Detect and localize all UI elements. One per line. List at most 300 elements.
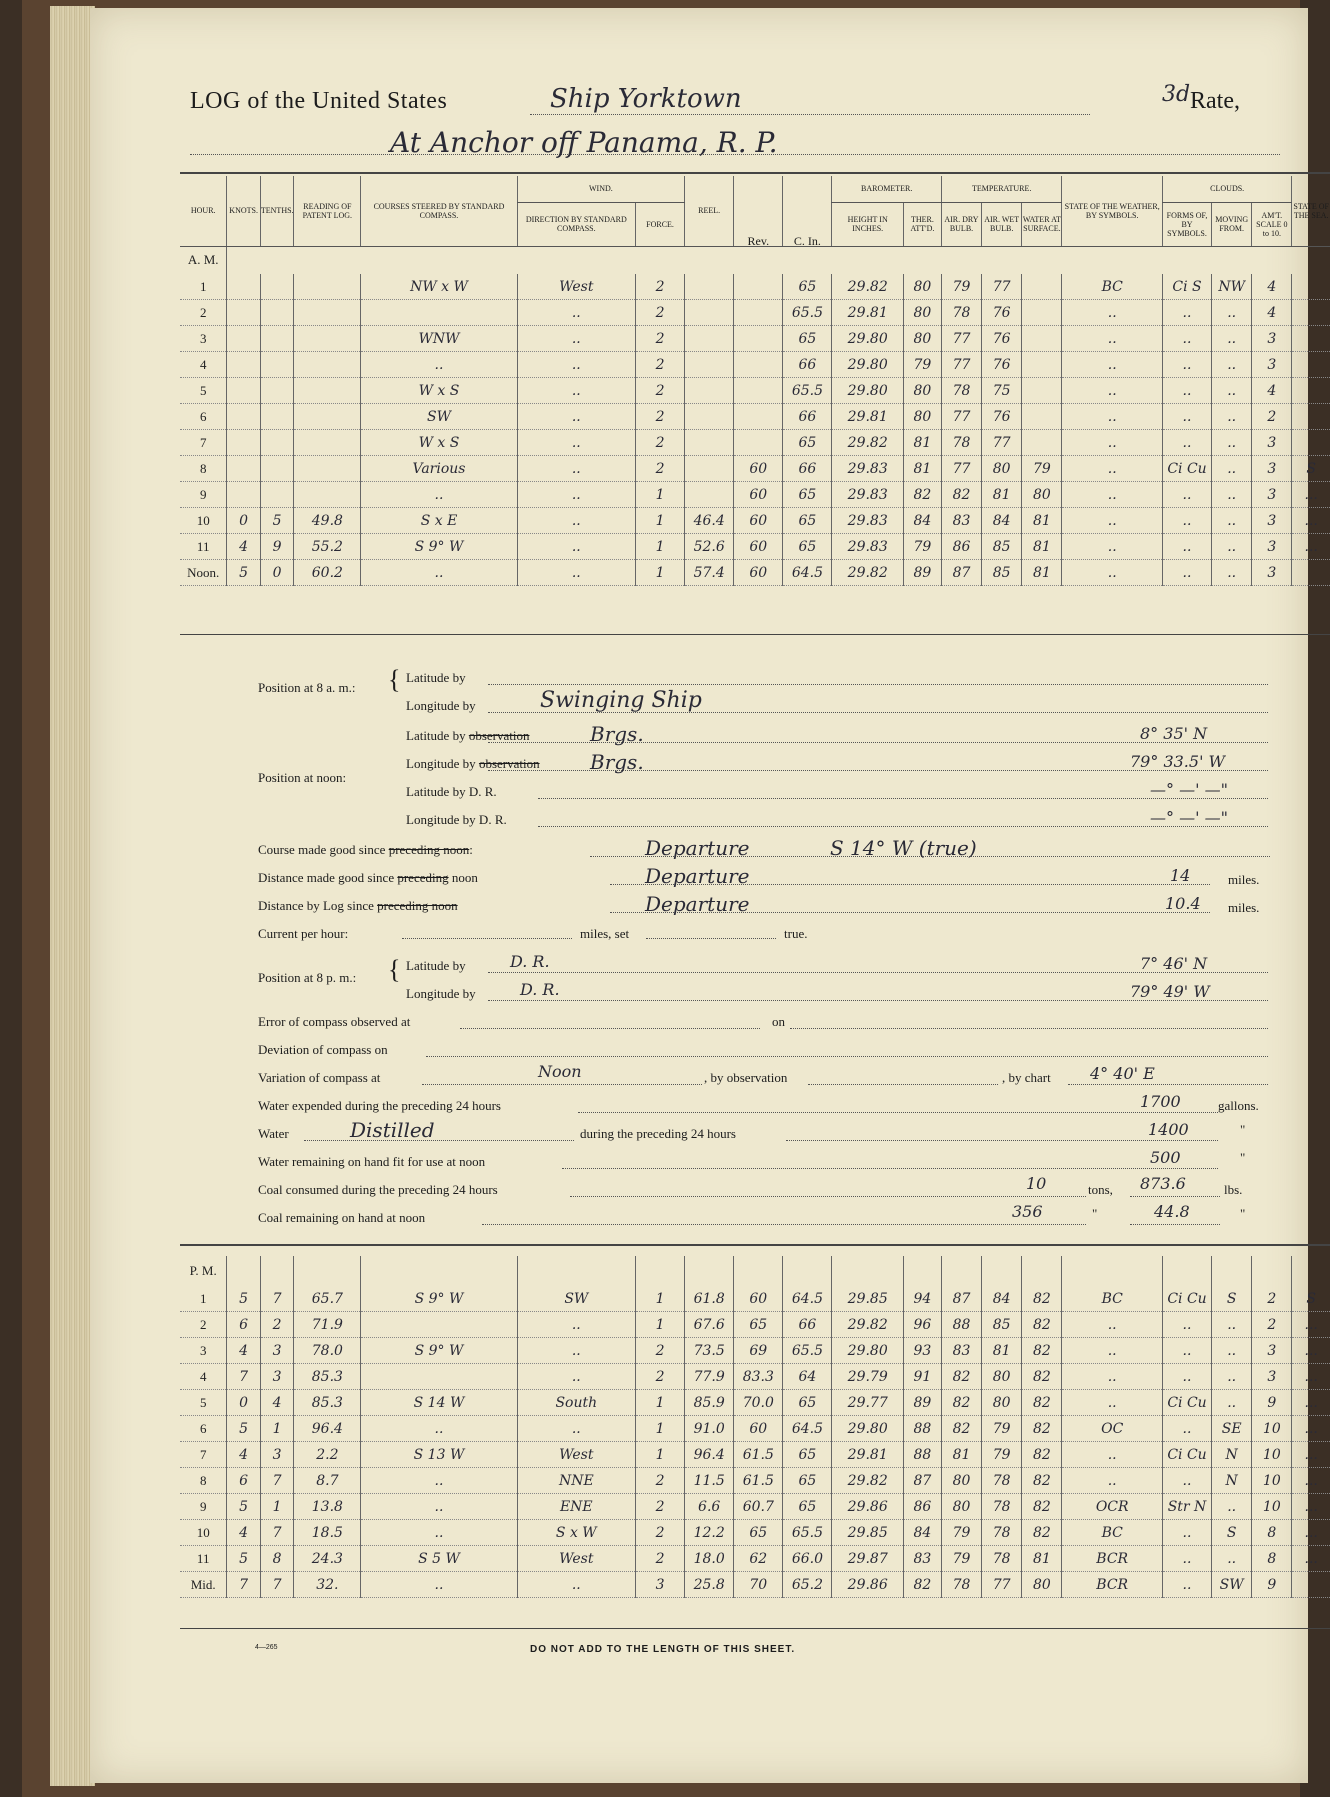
am-cell-wdir: ..: [517, 326, 635, 352]
pm-cell-wet: 79: [982, 1416, 1022, 1442]
am-cell-wdir: ..: [517, 534, 635, 560]
pm-cell-te: 7: [260, 1468, 293, 1494]
am-cell-baro: 29.82: [832, 274, 903, 300]
am-cell-dry: 78: [941, 378, 981, 404]
col-cloud-amount: AM'T. SCALE 0 to 10.: [1252, 202, 1292, 246]
noon-lon-obs: observation: [478, 756, 540, 771]
am-cell-reel: [685, 456, 734, 482]
am-cell-reel: [685, 404, 734, 430]
pm-row: [180, 1468, 1330, 1494]
pm-cell-kn: 5: [227, 1416, 260, 1442]
am-cell-dry: 77: [941, 326, 981, 352]
pm-cell-baro: 29.87: [832, 1546, 903, 1572]
am-cell-baro: 29.80: [832, 326, 903, 352]
pm-cell-kn: 4: [227, 1338, 260, 1364]
am-cell-baro: 29.83: [832, 482, 903, 508]
am-cell-ther: 81: [903, 456, 941, 482]
am-cell-cin: 65: [783, 534, 832, 560]
am-cell-course: ..: [361, 560, 517, 586]
pm-cell-rev: 70.0: [734, 1390, 783, 1416]
am-row: [180, 404, 1330, 430]
pm-cell-force: 2: [635, 1338, 684, 1364]
am-cell-form: Ci S: [1162, 274, 1211, 300]
pm-cell-course: S 9° W: [361, 1286, 517, 1312]
am-cell-kn: [227, 326, 260, 352]
pm-cell-kn: 4: [227, 1520, 260, 1546]
pm-cell-wet: 85: [982, 1312, 1022, 1338]
pm-row: [180, 1494, 1330, 1520]
am-cell-ther: 79: [903, 352, 941, 378]
am-cell-wet: 85: [982, 560, 1022, 586]
pos-8pm-lat-value: 7° 46' N: [1140, 954, 1208, 973]
pm-cell-sea: ...: [1292, 1416, 1330, 1442]
pm-cell-force: 2: [635, 1364, 684, 1390]
pm-cell-course: S 9° W: [361, 1338, 517, 1364]
pm-cell-sea: ...: [1292, 1442, 1330, 1468]
pm-cell-move: ..: [1212, 1338, 1252, 1364]
pos-8pm-label: Position at 8 p. m.:: [258, 970, 357, 985]
am-cell-water: 80: [1022, 482, 1062, 508]
pm-cell-te: 7: [260, 1286, 293, 1312]
pm-cell-weather: ..: [1062, 1312, 1162, 1338]
am-cell-move: NW: [1212, 274, 1252, 300]
am-cell-kn: [227, 378, 260, 404]
am-cell-move: ..: [1212, 352, 1252, 378]
pm-cell-baro: 29.80: [832, 1338, 903, 1364]
am-cell-log: [294, 404, 361, 430]
am-cell-move: ..: [1212, 482, 1252, 508]
course-label: Course made good since: [258, 842, 386, 857]
pm-cell-cin: 65.2: [783, 1572, 832, 1598]
pm-cell-dry: 88: [941, 1312, 981, 1338]
pm-row: [180, 1572, 1330, 1598]
pm-cell-ther: 91: [903, 1364, 941, 1390]
pos-8am-lon-label: Longitude by: [406, 698, 476, 713]
current-label: Current per hour:: [258, 926, 349, 941]
am-cell-amt: 3: [1252, 560, 1292, 586]
pm-cell-reel: 73.5: [685, 1338, 734, 1364]
am-cell-ther: 89: [903, 560, 941, 586]
pm-cell-force: 2: [635, 1468, 684, 1494]
pm-cell-course: ..: [361, 1494, 517, 1520]
noon-lon-dr-label: Longitude by D. R.: [406, 812, 507, 827]
pm-cell-force: 1: [635, 1390, 684, 1416]
am-cell-cin: 64.5: [783, 560, 832, 586]
am-cell-rev: [734, 404, 783, 430]
am-cell-te: [260, 404, 293, 430]
pm-cell-cin: 65: [783, 1442, 832, 1468]
pos-8pm-lon-value: 79° 49' W: [1130, 982, 1210, 1001]
pm-cell-log: 18.5: [294, 1520, 361, 1546]
pm-cell-form: Str N: [1162, 1494, 1211, 1520]
am-cell-weather: ..: [1062, 378, 1162, 404]
am-cell-wdir: ..: [517, 456, 635, 482]
pm-cell-kn: 7: [227, 1572, 260, 1598]
am-cell-dry: 79: [941, 274, 981, 300]
pm-cell-wdir: ..: [517, 1364, 635, 1390]
am-cell-kn: [227, 430, 260, 456]
am-cell-ther: 81: [903, 430, 941, 456]
pm-cell-cin: 64.5: [783, 1416, 832, 1442]
pm-cell-te: 1: [260, 1416, 293, 1442]
pm-cell-water: 82: [1022, 1468, 1062, 1494]
pos-8pm-lon-label: Longitude by: [406, 986, 476, 1001]
am-cell-amt: 3: [1252, 352, 1292, 378]
am-cell-water: [1022, 404, 1062, 430]
coal-consumed-tons: 10: [1026, 1174, 1047, 1193]
am-cell-amt: 3: [1252, 326, 1292, 352]
am-cell-kn: 0: [227, 508, 260, 534]
coal-tons-unit: tons,: [1088, 1182, 1113, 1197]
am-cell-weather: ..: [1062, 352, 1162, 378]
rule-pm-top: [180, 1244, 1330, 1246]
am-cell-dry: 82: [941, 482, 981, 508]
am-cell-dry: 77: [941, 404, 981, 430]
noon-lon-label: Longitude by: [406, 756, 476, 771]
pm-cell-course: [361, 1312, 517, 1338]
am-cell-ther: 80: [903, 404, 941, 430]
pm-cell-sea: ...: [1292, 1546, 1330, 1572]
am-cell-move: ..: [1212, 430, 1252, 456]
am-cell-wet: 76: [982, 326, 1022, 352]
am-cell-wdir: ..: [517, 352, 635, 378]
am-cell-force: 1: [635, 560, 684, 586]
pm-cell-rev: 61.5: [734, 1468, 783, 1494]
am-cell-wdir: ..: [517, 482, 635, 508]
am-cell-form: Ci Cu: [1162, 456, 1211, 482]
pm-cell-rev: 65: [734, 1312, 783, 1338]
am-cell-ther: 80: [903, 274, 941, 300]
am-cell-baro: 29.82: [832, 560, 903, 586]
pm-cell-rev: 83.3: [734, 1364, 783, 1390]
page-edges: [50, 6, 95, 1786]
pm-cell-hour: 4: [180, 1364, 227, 1390]
am-cell-reel: 57.4: [685, 560, 734, 586]
pm-cell-rev: 60: [734, 1416, 783, 1442]
pm-cell-log: 78.0: [294, 1338, 361, 1364]
col-wind-force: FORCE.: [635, 202, 684, 246]
course-true: S 14° W (true): [830, 836, 977, 860]
pm-cell-force: 2: [635, 1494, 684, 1520]
pm-cell-ther: 82: [903, 1572, 941, 1598]
rate-label: Rate,: [1190, 88, 1240, 114]
am-cell-cin: 65: [783, 430, 832, 456]
pm-cell-force: 1: [635, 1416, 684, 1442]
pm-cell-amt: 3: [1252, 1364, 1292, 1390]
pm-cell-course: ..: [361, 1468, 517, 1494]
am-cell-log: 49.8: [294, 508, 361, 534]
pm-cell-water: 82: [1022, 1390, 1062, 1416]
am-cell-wdir: ..: [517, 508, 635, 534]
am-cell-form: ..: [1162, 560, 1211, 586]
noon-lat-dr-label: Latitude by D. R.: [406, 784, 497, 799]
am-cell-weather: ..: [1062, 326, 1162, 352]
pm-cell-move: ..: [1212, 1494, 1252, 1520]
pos-8pm-lat-method: D. R.: [510, 952, 550, 971]
am-cell-rev: [734, 326, 783, 352]
am-row: [180, 352, 1330, 378]
am-cell-form: ..: [1162, 300, 1211, 326]
noon-lon-dr-value: —° —' —": [1150, 808, 1228, 827]
am-cell-form: ..: [1162, 534, 1211, 560]
water-label: Water: [258, 1126, 289, 1141]
pm-cell-amt: 9: [1252, 1390, 1292, 1416]
distance-miles: 14: [1170, 866, 1191, 885]
pm-cell-form: ..: [1162, 1338, 1211, 1364]
pm-cell-dry: 78: [941, 1572, 981, 1598]
pm-cell-dry: 79: [941, 1520, 981, 1546]
pm-cell-wdir: NNE: [517, 1468, 635, 1494]
pm-cell-baro: 29.82: [832, 1312, 903, 1338]
am-cell-wet: 76: [982, 404, 1022, 430]
am-row: [180, 326, 1330, 352]
pos-noon-label: Position at noon:: [258, 770, 347, 785]
pm-cell-amt: 10: [1252, 1416, 1292, 1442]
am-cell-form: ..: [1162, 352, 1211, 378]
am-cell-te: [260, 352, 293, 378]
pm-cell-form: Ci Cu: [1162, 1442, 1211, 1468]
pm-cell-water: 82: [1022, 1442, 1062, 1468]
am-cell-rev: [734, 352, 783, 378]
pm-cell-wet: 81: [982, 1338, 1022, 1364]
pm-cell-water: 82: [1022, 1494, 1062, 1520]
am-row: [180, 378, 1330, 404]
am-row: [180, 508, 1330, 534]
log-distance-miles: 10.4: [1165, 894, 1201, 913]
pm-cell-hour: 3: [180, 1338, 227, 1364]
pm-cell-hour: 9: [180, 1494, 227, 1520]
am-cell-course: S 9° W: [361, 534, 517, 560]
am-cell-kn: [227, 456, 260, 482]
am-cell-log: [294, 456, 361, 482]
am-cell-sea: [1292, 326, 1330, 352]
am-cell-wdir: ..: [517, 404, 635, 430]
pm-cell-rev: 70: [734, 1572, 783, 1598]
pm-cell-cin: 66: [783, 1312, 832, 1338]
am-cell-move: ..: [1212, 534, 1252, 560]
col-ther-att: THER. ATT'D.: [903, 202, 941, 246]
pm-cell-course: S 14 W: [361, 1390, 517, 1416]
am-cell-move: ..: [1212, 560, 1252, 586]
am-cell-cin: 66: [783, 404, 832, 430]
pm-cell-wet: 78: [982, 1494, 1022, 1520]
pm-cell-amt: 3: [1252, 1338, 1292, 1364]
col-cloud-forms: FORMS OF, BY SYMBOLS.: [1162, 202, 1211, 246]
pos-8pm-lat-label: Latitude by: [406, 958, 466, 973]
pm-cell-kn: 0: [227, 1390, 260, 1416]
pm-cell-dry: 80: [941, 1494, 981, 1520]
coal-remaining-label: Coal remaining on hand at noon: [258, 1210, 426, 1225]
am-cell-log: [294, 326, 361, 352]
pm-cell-sea: ...: [1292, 1312, 1330, 1338]
col-baro-height: HEIGHT IN INCHES.: [832, 202, 903, 246]
pm-cell-te: 7: [260, 1572, 293, 1598]
pm-cell-move: S: [1212, 1286, 1252, 1312]
pm-cell-hour: 1: [180, 1286, 227, 1312]
form-number: 4—265: [255, 1644, 278, 1651]
am-cell-cin: 66: [783, 352, 832, 378]
pm-cell-wet: 78: [982, 1546, 1022, 1572]
pm-cell-water: 80: [1022, 1572, 1062, 1598]
am-cell-water: [1022, 274, 1062, 300]
pos-8am-lon-value: Swinging Ship: [540, 688, 702, 713]
pm-cell-move: ..: [1212, 1312, 1252, 1338]
am-cell-reel: [685, 326, 734, 352]
pm-row: [180, 1390, 1330, 1416]
am-cell-reel: 46.4: [685, 508, 734, 534]
pos-8pm-lon-method: D. R.: [520, 980, 560, 999]
pm-cell-move: N: [1212, 1468, 1252, 1494]
water-expended-value: 1700: [1140, 1092, 1181, 1111]
am-cell-force: 2: [635, 274, 684, 300]
am-cell-course: [361, 300, 517, 326]
pm-cell-water: 82: [1022, 1364, 1062, 1390]
pm-cell-ther: 86: [903, 1494, 941, 1520]
log-sheet: LOG of the United States Ship Yorktown 3d Rate, At Anchor off Panama, R. P. HOUR. KNOTS. TENTHS. READING OF PATENT LOG. COURSES STEERED BY STANDARD COMPASS. WIND. REEL. Rev. C. In. BAROMETER. TEMPERATURE. STATE OF THE WEATHER, BY SYMBOLS. CLOUDS. STATE OF THE SEA. DIRECTION BY STANDARD COMPASS. FORCE. HEIGHT IN INCHES. THER. ATT'D. AIR. DRY BULB. AIR. WET BULB. WATER AT SURFACE. FORMS OF, BY SYMBOLS. MOVING FROM. AM'T. SCALE 0 to 10. A. M. 1 NW x W West 2 65 29.82 80 79 77 BC Ci S NW 4 2 .. 2 65.5 29.81 80 78 76 .. .. .. 4 3 WNW .. 2 65 29.80 80 77 76 .. .. .. 3 4 .. .. 2 66 29.80 79 77 76 .. .. .. 3 5 W x S .. 2 65.5 29.80 80 78 75 .. .. .. 4 6 SW .. 2 66 29.81 80 77 76 .. .. .. 2 7 W x S .. 2 65 29.82 81 78 77 .. .. .. 3 8 Various .. 2 60 66 29.83 81 77 80 79 .. Ci Cu .. 3 S 9 .. .. 1 60 65 29.83 82 82 81 80 .. .. .. 3 ... 10 0 5 49.8 S x E .. 1 46.4 60 65 29.83 84 83 84 81 .. .. .. 3 ... 11 4 9 55.2 S 9° W .. 1 52.6 60 65 29.83 79 86 85 81 .. .. .. 3 ... Noon. 5 0 60.2 .. .. 1 57.4 60 64.5 29.82 89 87 85 81 .. .. .. 3 Position at 8 a. m.: { Latitude by Longitude by Swinging Ship Position at noon: Latitude by observation Brgs. 8° 35' N Longitude by observation Brgs. 79° 33.5' W Latitude by D. R. —° —' —" Longitude by D. R. —° —' —" Course made good since preceding noon: Departure S 14° W (true) Distance made good since preceding noon Departure 14 miles. Distance by Log since preceding noon Departure 10.4 miles. Current per hour: miles, set true. Position at 8 p. m.: { Latitude by D. R. 7° 46' N Longitude by D. R. 79° 49' W Error of compass observed at on Deviation of compass on Variation of compass at Noon , by observation , by chart 4° 40' E Water expended during the preceding 24 hours 1700 gallons. Water Distilled during the preceding 24 hours 1400 " Water remaining on hand fit for use at noon 500 " Coal consumed during the preceding 24 hours 10 tons, 873.6 lbs. Coal remaining on hand at noon 356 " 44.8 " P. M. 1 5 7 65.7 S 9° W SW 1 61.8 60 64.5 29.85 94 87 84 82 BC Ci Cu S 2 S 2 6 2 71.9 .. 1 67.6 65 66 29.82 96 88 85 82 .. .. .. 2 ... 3 4 3 78.0 S 9° W .. 2 73.5 69 65.5 29.80 93 83 81 82 .. .. .. 3 ... 4 7 3 85.3 .. 2 77.9 83.3 64 29.79 91 82 80 82 .. .. .. 3 ... 5 0 4 85.3 S 14 W South 1 85.9 70.0 65 29.77 89 82 80 82 .. Ci Cu .. 9 ... 6 5 1 96.4 .. .. 1 91.0 60 64.5 29.80 88 82 79 82 OC .. SE 10 ... 7 4 3 2.2 S 13 W West 1 96.4 61.5 65 29.81 88 81 79 82 .. Ci Cu N 10 ... 8 6 7 8.7 .. NNE 2 11.5 61.5 65 29.82 87 80 78 82 .. .. N 10 ... 9 5 1 13.8 .. ENE 2 6.6 60.7 65 29.86 86 80 78 82 OCR Str N .. 10 ... 10 4 7 18.5 .. S x W 2 12.2 65 65.5 29.85 84 79 78 82 BC .. S 8 ... 11 5 8 24.3 S 5 W West 2 18.0 62 66.0 29.87 83 79 78 81 BCR .. .. 8 ... Mid. 7 7 32. .. .. 3 25.8 70 65.2 29.86 82 78 77 80 BCR .. SW 9 4—265 DO NOT ADD TO THE LENGTH OF THIS SHEET.: [90, 8, 1308, 1783]
am-cell-wet: 77: [982, 274, 1022, 300]
noon-lat-dr-value: —° —' —": [1150, 780, 1228, 799]
pm-cell-wet: 77: [982, 1572, 1022, 1598]
pm-row: [180, 1286, 1330, 1312]
pm-cell-weather: ..: [1062, 1364, 1162, 1390]
am-cell-dry: 77: [941, 456, 981, 482]
pm-cell-log: 71.9: [294, 1312, 361, 1338]
am-cell-sea: [1292, 274, 1330, 300]
location: At Anchor off Panama, R. P.: [390, 126, 778, 159]
pm-cell-hour: 8: [180, 1468, 227, 1494]
am-cell-kn: 5: [227, 560, 260, 586]
am-cell-log: [294, 274, 361, 300]
pm-cell-dry: 87: [941, 1286, 981, 1312]
pm-row: [180, 1416, 1330, 1442]
pm-cell-reel: 12.2: [685, 1520, 734, 1546]
pm-cell-sea: ...: [1292, 1520, 1330, 1546]
pm-cell-log: 13.8: [294, 1494, 361, 1520]
col-weather: STATE OF THE WEATHER, BY SYMBOLS.: [1062, 176, 1162, 246]
pm-cell-baro: 29.77: [832, 1390, 903, 1416]
pm-cell-sea: ...: [1292, 1390, 1330, 1416]
variation-by-observation: , by observation: [704, 1070, 788, 1085]
pm-cell-sea: S: [1292, 1286, 1330, 1312]
pm-cell-dry: 82: [941, 1364, 981, 1390]
pm-cell-kn: 6: [227, 1312, 260, 1338]
am-cell-weather: ..: [1062, 508, 1162, 534]
ship-underline: [530, 114, 1090, 115]
col-wind-direction: DIRECTION BY STANDARD COMPASS.: [517, 202, 635, 246]
pm-cell-dry: 80: [941, 1468, 981, 1494]
pm-cell-cin: 65: [783, 1390, 832, 1416]
am-cell-hour: 7: [180, 430, 227, 456]
am-cell-amt: 4: [1252, 300, 1292, 326]
pm-cell-course: ..: [361, 1416, 517, 1442]
pm-cell-move: ..: [1212, 1546, 1252, 1572]
am-cell-reel: 52.6: [685, 534, 734, 560]
water-expended-label: Water expended during the preceding 24 hours: [258, 1098, 501, 1113]
pm-cell-amt: 10: [1252, 1442, 1292, 1468]
am-cell-dry: 86: [941, 534, 981, 560]
deviation-label: Deviation of compass on: [258, 1042, 388, 1057]
pm-cell-form: Ci Cu: [1162, 1390, 1211, 1416]
pm-cell-baro: 29.85: [832, 1520, 903, 1546]
pm-row: [180, 1546, 1330, 1572]
noon-lat-obs: observation: [468, 728, 530, 743]
am-row: [180, 430, 1330, 456]
am-cell-ther: 80: [903, 300, 941, 326]
pm-row: [180, 1338, 1330, 1364]
am-cell-dry: 78: [941, 430, 981, 456]
pm-cell-ther: 88: [903, 1416, 941, 1442]
am-cell-water: [1022, 326, 1062, 352]
pm-cell-weather: BC: [1062, 1286, 1162, 1312]
am-cell-move: ..: [1212, 378, 1252, 404]
pm-cell-move: ..: [1212, 1390, 1252, 1416]
am-cell-cin: 65.5: [783, 300, 832, 326]
pm-cell-ther: 94: [903, 1286, 941, 1312]
pm-cell-form: ..: [1162, 1520, 1211, 1546]
current-miles-set: miles, set: [580, 926, 630, 941]
distance-noon: noon: [451, 870, 478, 885]
pm-cell-baro: 29.79: [832, 1364, 903, 1390]
pm-cell-dry: 79: [941, 1546, 981, 1572]
pm-cell-move: SE: [1212, 1416, 1252, 1442]
am-cell-wet: 84: [982, 508, 1022, 534]
am-cell-move: ..: [1212, 300, 1252, 326]
pm-cell-rev: 60.7: [734, 1494, 783, 1520]
am-cell-te: [260, 482, 293, 508]
coal-remaining-lbs-ditto: ": [1240, 1206, 1246, 1221]
am-cell-move: ..: [1212, 508, 1252, 534]
am-cell-sea: [1292, 404, 1330, 430]
pm-cell-water: 81: [1022, 1546, 1062, 1572]
pos-8am-lat-label: Latitude by: [406, 670, 466, 685]
variation-at-value: Noon: [538, 1062, 582, 1081]
pm-cell-course: ..: [361, 1572, 517, 1598]
pm-cell-log: 96.4: [294, 1416, 361, 1442]
pm-cell-form: ..: [1162, 1416, 1211, 1442]
pm-cell-ther: 84: [903, 1520, 941, 1546]
pm-cell-form: ..: [1162, 1312, 1211, 1338]
am-cell-form: ..: [1162, 378, 1211, 404]
pm-cell-hour: 2: [180, 1312, 227, 1338]
pm-cell-wdir: ..: [517, 1338, 635, 1364]
am-log-table: [180, 176, 1330, 586]
course-value: Departure: [645, 836, 750, 860]
col-temperature: TEMPERATURE.: [941, 176, 1062, 202]
am-cell-force: 2: [635, 404, 684, 430]
pm-cell-water: 82: [1022, 1286, 1062, 1312]
am-cell-wdir: ..: [517, 300, 635, 326]
am-cell-course: W x S: [361, 430, 517, 456]
pm-cell-water: 82: [1022, 1416, 1062, 1442]
pm-cell-log: 65.7: [294, 1286, 361, 1312]
am-cell-weather: BC: [1062, 274, 1162, 300]
am-cell-force: 2: [635, 430, 684, 456]
am-cell-te: [260, 326, 293, 352]
am-cell-baro: 29.81: [832, 404, 903, 430]
pm-cell-sea: ...: [1292, 1468, 1330, 1494]
pm-cell-wet: 79: [982, 1442, 1022, 1468]
am-cell-course: ..: [361, 482, 517, 508]
noon-lon-value: 79° 33.5' W: [1130, 752, 1225, 771]
am-cell-water: [1022, 352, 1062, 378]
pm-cell-wdir: SW: [517, 1286, 635, 1312]
am-cell-weather: ..: [1062, 300, 1162, 326]
pm-cell-log: 85.3: [294, 1364, 361, 1390]
am-cell-dry: 87: [941, 560, 981, 586]
pm-cell-cin: 65: [783, 1468, 832, 1494]
am-cell-force: 2: [635, 352, 684, 378]
pm-cell-hour: 11: [180, 1546, 227, 1572]
